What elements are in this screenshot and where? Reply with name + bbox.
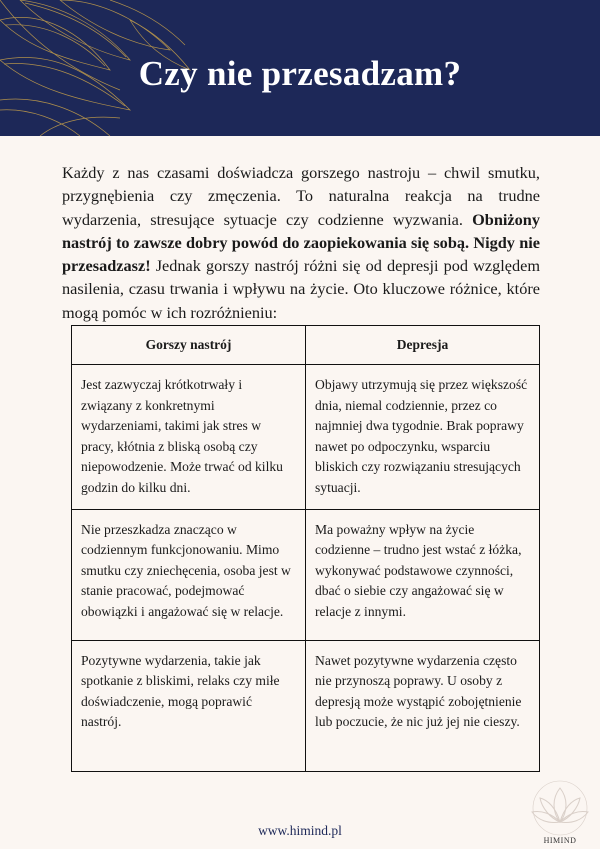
table-cell: Objawy utrzymują się przez większość dnia, niemal codziennie, przez co najmniej dwa tygodnie. Brak poprawy nawet po odpoczynku, wsparciu bliskich czy rozwiązaniu stresujących sytuacji. — [306, 365, 540, 510]
footer-url[interactable]: www.himind.pl — [258, 823, 342, 838]
table-header-row — [72, 326, 540, 365]
header-banner — [0, 0, 600, 136]
table-cell: Nawet pozytywne wydarzenia często nie przynoszą poprawy. U osoby z depresją może wystąpić zobojętnienie lub poczucie, że nic już jej nie cieszy. — [306, 640, 540, 771]
table-cell: Nie przeszkadza znacząco w codziennym funkcjonowaniu. Mimo smutku czy zniechęcenia, osoba jest w stanie pracować, podejmować obowiązki i angażować się w relacje. — [72, 509, 306, 640]
table-row — [72, 509, 540, 640]
table-cell: Pozytywne wydarzenia, takie jak spotkanie z bliskimi, relaks czy miłe doświadczenie, mogą poprawić nastrój. — [72, 640, 306, 771]
page-title: Czy nie przesadzam? — [138, 54, 462, 93]
lotus-icon — [530, 778, 590, 844]
intro-bold-text: Obniżony nastrój to zawsze dobry powód do zaopiekowania się sobą. Nigdy nie przesadzasz! — [62, 209, 540, 276]
intro-text-2: Jednak gorszy nastrój różni się od depresji pod względem nasilenia, czasu trwania i wpływu na życie. Oto kluczowe różnice, które mogą pomóc w ich rozróżnieniu: — [62, 256, 540, 322]
column-header-depression: Depresja — [306, 326, 540, 365]
column-header-bad-mood: Gorszy nastrój — [72, 326, 306, 365]
intro-paragraph — [62, 161, 540, 324]
table-cell: Ma poważny wpływ na życie codzienne – trudno jest wstać z łóżka, wykonywać podstawowe czynności, dbać o siebie czy angażować się w relacje z innymi. — [306, 509, 540, 640]
intro-text-1: Każdy z nas czasami doświadcza gorszego nastroju – chwil smutku, przygnębienia czy zmęczenia. To naturalna reakcja na trudne wydarzenia, stresujące sytuacje czy codzienne wyzwania. — [62, 163, 540, 229]
logo-text: HIMIND — [543, 836, 577, 845]
table-row — [72, 365, 540, 510]
table-row — [72, 640, 540, 771]
table-cell: Jest zazwyczaj krótkotrwały i związany z konkretnymi wydarzeniami, takimi jak stres w pracy, kłótnia z bliską osobą czy niepowodzenie. Może trwać od kilku godzin do kilku dni. — [72, 365, 306, 510]
comparison-table — [71, 325, 540, 772]
